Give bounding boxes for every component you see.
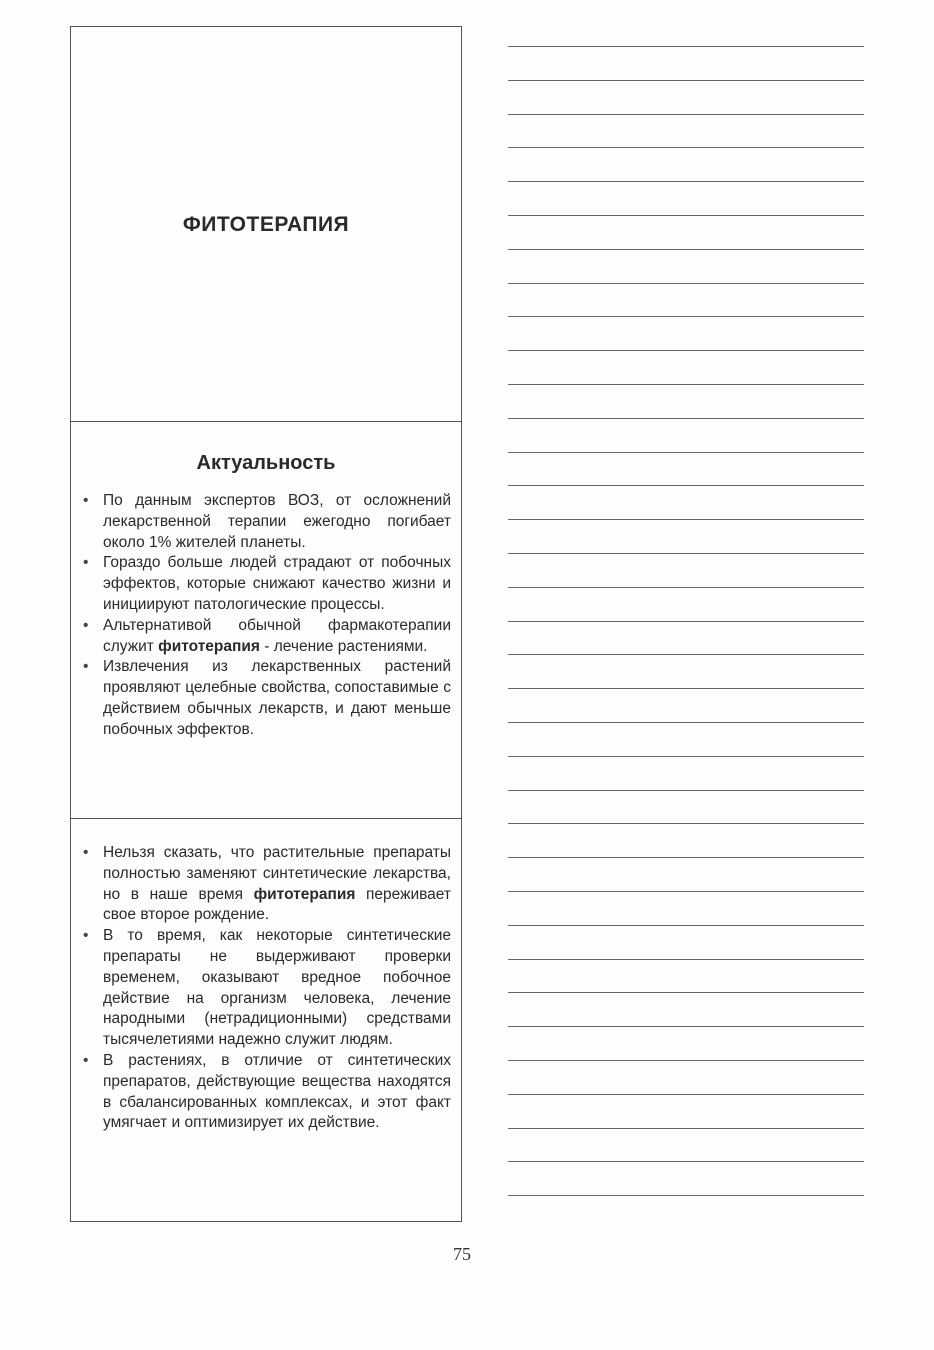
relevance-slide (70, 422, 462, 819)
note-line (508, 689, 864, 723)
note-line (508, 115, 864, 149)
note-line (508, 250, 864, 284)
note-line (508, 351, 864, 385)
note-line (508, 453, 864, 487)
note-line (508, 791, 864, 825)
relevance-list (79, 491, 453, 741)
note-line (508, 216, 864, 250)
note-line (508, 182, 864, 216)
bullet-item: • Альтернативой обычной фармакотерапии служит фитотерапия - лечение растениями. (79, 616, 453, 658)
slide-title: ФИТОТЕРАПИЯ (182, 213, 350, 236)
note-line (508, 385, 864, 419)
bullet-item: • Гораздо больше людей страдают от побочных эффектов, которые снижают качество жизни и инициируют патологические процессы. (79, 553, 453, 615)
note-line (508, 47, 864, 81)
bullet-item: • В то время, как некоторые синтетические препараты не выдерживают проверки временем, оказывают вредное побочное действие на организм человека, лечение народными (нетрадиционными) средствами тысячелетиями надежно служит людям. (79, 926, 453, 1051)
note-line (508, 1095, 864, 1129)
bullet-item: • Нельзя сказать, что растительные препараты полностью заменяют синтетические лекарства, но в наше время фитотерапия переживает свое второе рождение. (79, 843, 453, 926)
note-line (508, 317, 864, 351)
note-line (508, 1027, 864, 1061)
note-line (508, 858, 864, 892)
note-line (508, 284, 864, 318)
note-line (508, 892, 864, 926)
note-line (508, 723, 864, 757)
note-line (508, 926, 864, 960)
bullet-item: • По данным экспертов ВОЗ, от осложнений лекарственной терапии ежегодно погибает около 1% жителей планеты. (79, 491, 453, 553)
note-line (508, 486, 864, 520)
note-line (508, 1061, 864, 1095)
note-line (508, 622, 864, 656)
note-line (508, 960, 864, 994)
note-line (508, 824, 864, 858)
note-line (508, 148, 864, 182)
note-line (508, 1129, 864, 1163)
note-line (508, 81, 864, 115)
page-number: 75 (453, 1244, 471, 1264)
note-line (508, 1162, 864, 1196)
bullet-item: • В растениях, в отличие от синтетических препаратов, действующие вещества находятся в сбалансированных комплексах, и этот факт умягчает и оптимизирует их действие. (79, 1051, 453, 1134)
note-line (508, 993, 864, 1027)
bullet-item: • Извлечения из лекарственных растений проявляют целебные свойства, сопоставимые с действием обычных лекарств, и дают меньше побочных эффектов. (79, 657, 453, 740)
note-line (508, 520, 864, 554)
note-line (508, 757, 864, 791)
note-line (508, 655, 864, 689)
note-line (508, 588, 864, 622)
continuation-slide (70, 819, 462, 1222)
note-lines (508, 46, 864, 1196)
note-line (508, 419, 864, 453)
relevance-heading: Актуальность (196, 452, 336, 474)
continuation-list (79, 843, 453, 1134)
title-slide (70, 26, 462, 422)
slides-column (70, 26, 462, 1222)
note-line (508, 554, 864, 588)
